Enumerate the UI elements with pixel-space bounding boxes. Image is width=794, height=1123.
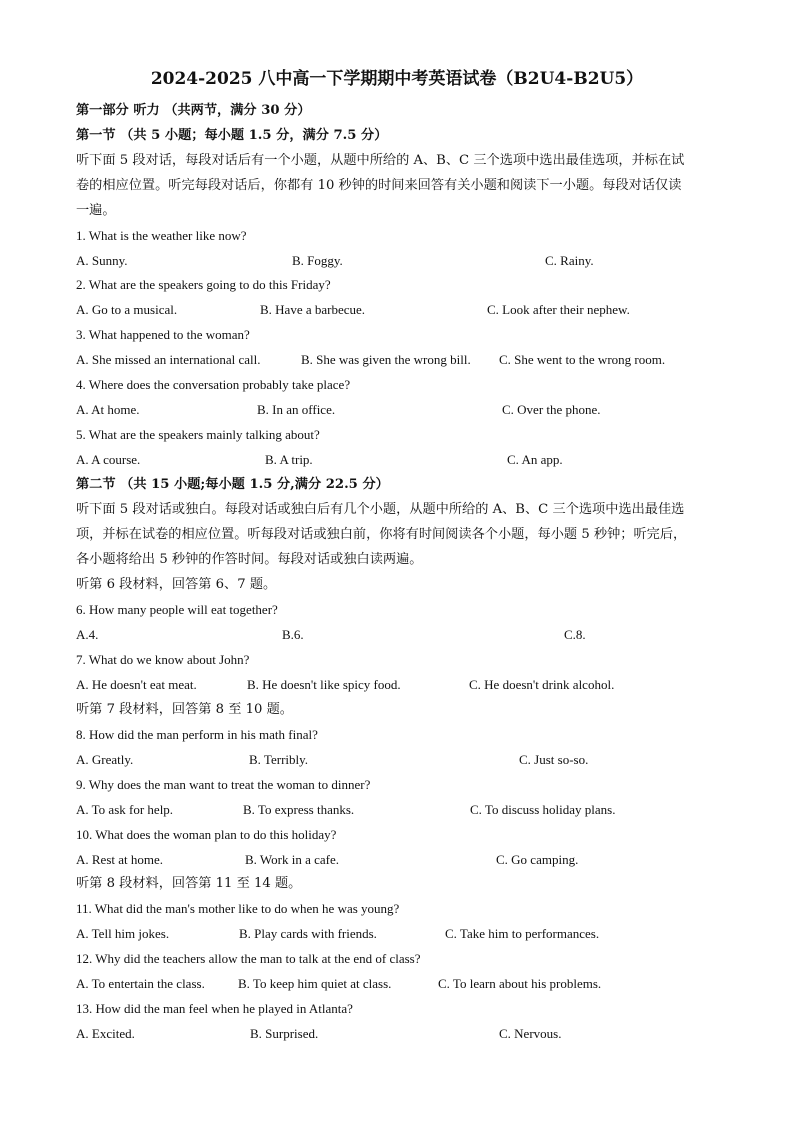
q4-option-b: B. In an office. [257,402,336,417]
question-7: 7. What do we know about John? [76,652,250,667]
part1-heading: 第一部分 听力 （共两节，满分 30 分） [76,103,311,118]
q13-option-b: B. Surprised. [250,1026,319,1041]
q9-option-b: B. To express thanks. [243,802,355,817]
q12-option-c: C. To learn about his problems. [438,976,602,991]
section2-heading: 第二节 （共 15 小题;每小题 1.5 分,满分 22.5 分） [76,477,389,492]
q1-option-a: A. Sunny. [76,253,128,268]
question-9: 9. Why does the man want to treat the woman to dinner? [76,777,371,792]
question-13: 13. How did the man feel when he played in Atlanta? [76,1001,353,1016]
material-6-note: 听第 6 段材料，回答第 6、7 题。 [76,577,277,592]
question-8: 8. How did the man perform in his math final? [76,727,318,742]
section1-instruction-line: 一遍。 [76,203,116,218]
q1-option-c: C. Rainy. [545,253,594,268]
question-1: 1. What is the weather like now? [76,228,247,243]
q10-option-b: B. Work in a cafe. [245,852,340,867]
q13-option-c: C. Nervous. [499,1026,562,1041]
q5-option-c: C. An app. [507,452,563,467]
question-6: 6. How many people will eat together? [76,602,278,617]
q12-option-a: A. To entertain the class. [76,976,205,991]
q6-option-b: B.6. [282,627,304,642]
question-12: 12. Why did the teachers allow the man to talk at the end of class? [76,951,421,966]
q9-option-a: A. To ask for help. [76,802,174,817]
q13-option-a: A. Excited. [76,1026,135,1041]
question-4: 4. Where does the conversation probably take place? [76,377,351,392]
q7-option-c: C. He doesn't drink alcohol. [469,677,615,692]
q2-option-c: C. Look after their nephew. [487,302,630,317]
q5-option-b: B. A trip. [265,452,313,467]
section2-instruction-line: 各小题将给出 5 秒钟的作答时间。每段对话或独白读两遍。 [76,552,423,567]
q2-option-a: A. Go to a musical. [76,302,178,317]
q8-option-a: A. Greatly. [76,752,134,767]
q3-option-a: A. She missed an international call. [76,352,261,367]
q6-option-a: A.4. [76,627,99,642]
material-8-note: 听第 8 段材料，回答第 11 至 14 题。 [76,876,302,891]
section2-instruction-line: 听下面 5 段对话或独白。每段对话或独白后有几个小题，从题中所给的 A、B、C 三个选项中选出最佳选 [76,502,685,517]
q11-option-a: A. Tell him jokes. [76,926,170,941]
section2-instruction-line: 项，并标在试卷的相应位置。听每段对话或独白前，你将有时间阅读各个小题，每小题 5 秒钟；听完后， [76,527,687,542]
question-2: 2. What are the speakers going to do this Friday? [76,277,331,292]
q11-option-c: C. Take him to performances. [445,926,600,941]
q6-option-c: C.8. [564,627,586,642]
q9-option-c: C. To discuss holiday plans. [470,802,616,817]
section1-instruction-line: 听下面 5 段对话，每段对话后有一个小题，从题中所给的 A、B、C 三个选项中选出最佳选项，并标在试 [76,153,685,168]
q8-option-c: C. Just so-so. [519,752,589,767]
q7-option-b: B. He doesn't like spicy food. [247,677,401,692]
q4-option-a: A. At home. [76,402,140,417]
q5-option-a: A. A course. [76,452,141,467]
exam-title: 2024-2025 八中高一下学期期中考英语试卷（B2U4-B2U5） [150,69,644,89]
q8-option-b: B. Terribly. [249,752,309,767]
q10-option-a: A. Rest at home. [76,852,164,867]
q3-option-c: C. She went to the wrong room. [499,352,666,367]
q4-option-c: C. Over the phone. [502,402,601,417]
question-5: 5. What are the speakers mainly talking about? [76,427,320,442]
section1-heading: 第一节 （共 5 小题；每小题 1.5 分，满分 7.5 分） [76,128,388,143]
q12-option-b: B. To keep him quiet at class. [238,976,392,991]
q7-option-a: A. He doesn't eat meat. [76,677,197,692]
q10-option-c: C. Go camping. [496,852,579,867]
material-7-note: 听第 7 段材料，回答第 8 至 10 题。 [76,702,293,717]
q2-option-b: B. Have a barbecue. [260,302,366,317]
q11-option-b: B. Play cards with friends. [239,926,377,941]
question-3: 3. What happened to the woman? [76,327,250,342]
q3-option-b: B. She was given the wrong bill. [301,352,471,367]
question-11: 11. What did the man's mother like to do when he was young? [76,901,400,916]
section1-instruction-line: 卷的相应位置。听完每段对话后，你都有 10 秒钟的时间来回答有关小题和阅读下一小题。每段对话仅读 [76,178,682,193]
question-10: 10. What does the woman plan to do this holiday? [76,827,337,842]
q1-option-b: B. Foggy. [292,253,343,268]
